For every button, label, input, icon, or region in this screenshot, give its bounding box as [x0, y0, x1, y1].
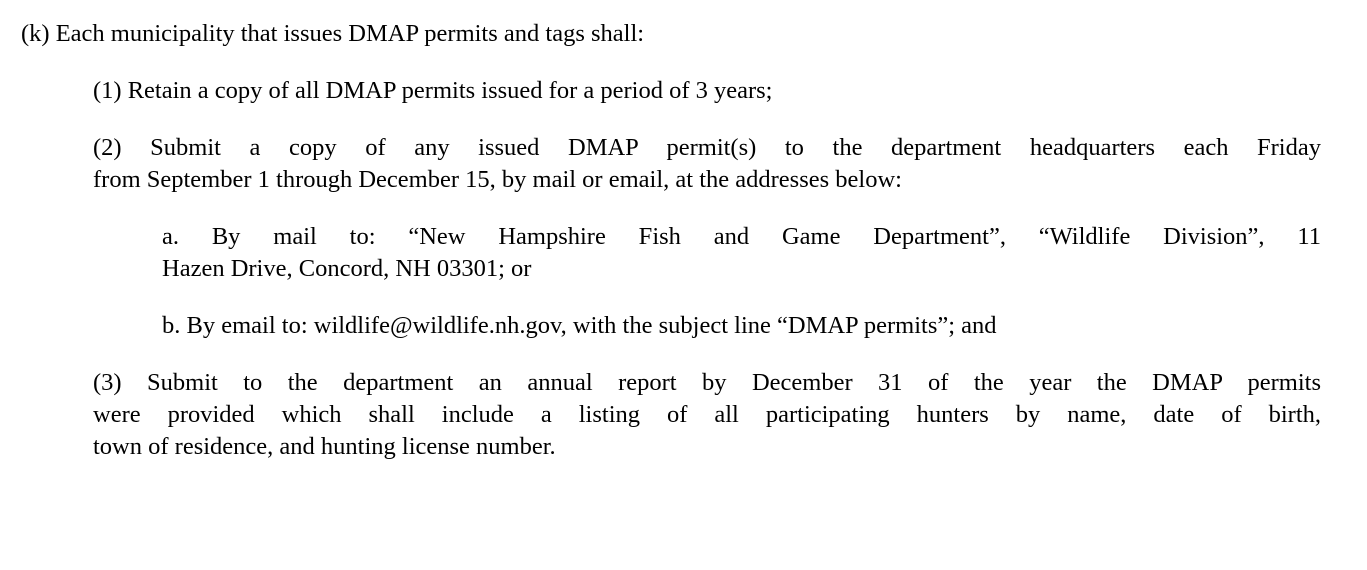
item-2a-line-2: Hazen Drive, Concord, NH 03301; or [162, 255, 532, 282]
item-2-submit-permits [93, 132, 1321, 196]
item-2a-line-1: a. By mail to: “New Hampshire Fish and Game Department”, “Wildlife Division”, 11 [162, 223, 1321, 250]
item-2-line-1: (2) Submit a copy of any issued DMAP permit(s) to the department headquarters each Friday [93, 134, 1321, 161]
item-2-line-2: from September 1 through December 15, by mail or email, at the addresses below: [93, 166, 902, 193]
item-2a-by-mail [162, 221, 1321, 285]
item-3-line-3: town of residence, and hunting license number. [93, 433, 556, 460]
item-3-line-2: were provided which shall include a listing of all participating hunters by name, date of birth, [93, 401, 1321, 428]
item-1-line-1: (1) Retain a copy of all DMAP permits issued for a period of 3 years; [93, 77, 773, 104]
paragraph-k-text: (k) Each municipality that issues DMAP permits and tags shall: [21, 20, 645, 47]
item-3-line-1: (3) Submit to the department an annual report by December 31 of the year the DMAP permits [93, 369, 1321, 396]
paragraph-k [21, 18, 1341, 50]
item-3-annual-report [93, 367, 1321, 463]
item-2b-line-1: b. By email to: wildlife@wildlife.nh.gov, with the subject line “DMAP permits”; and [162, 312, 997, 339]
item-1-retain-copies [93, 75, 1341, 107]
item-2b-by-email [162, 310, 1342, 342]
